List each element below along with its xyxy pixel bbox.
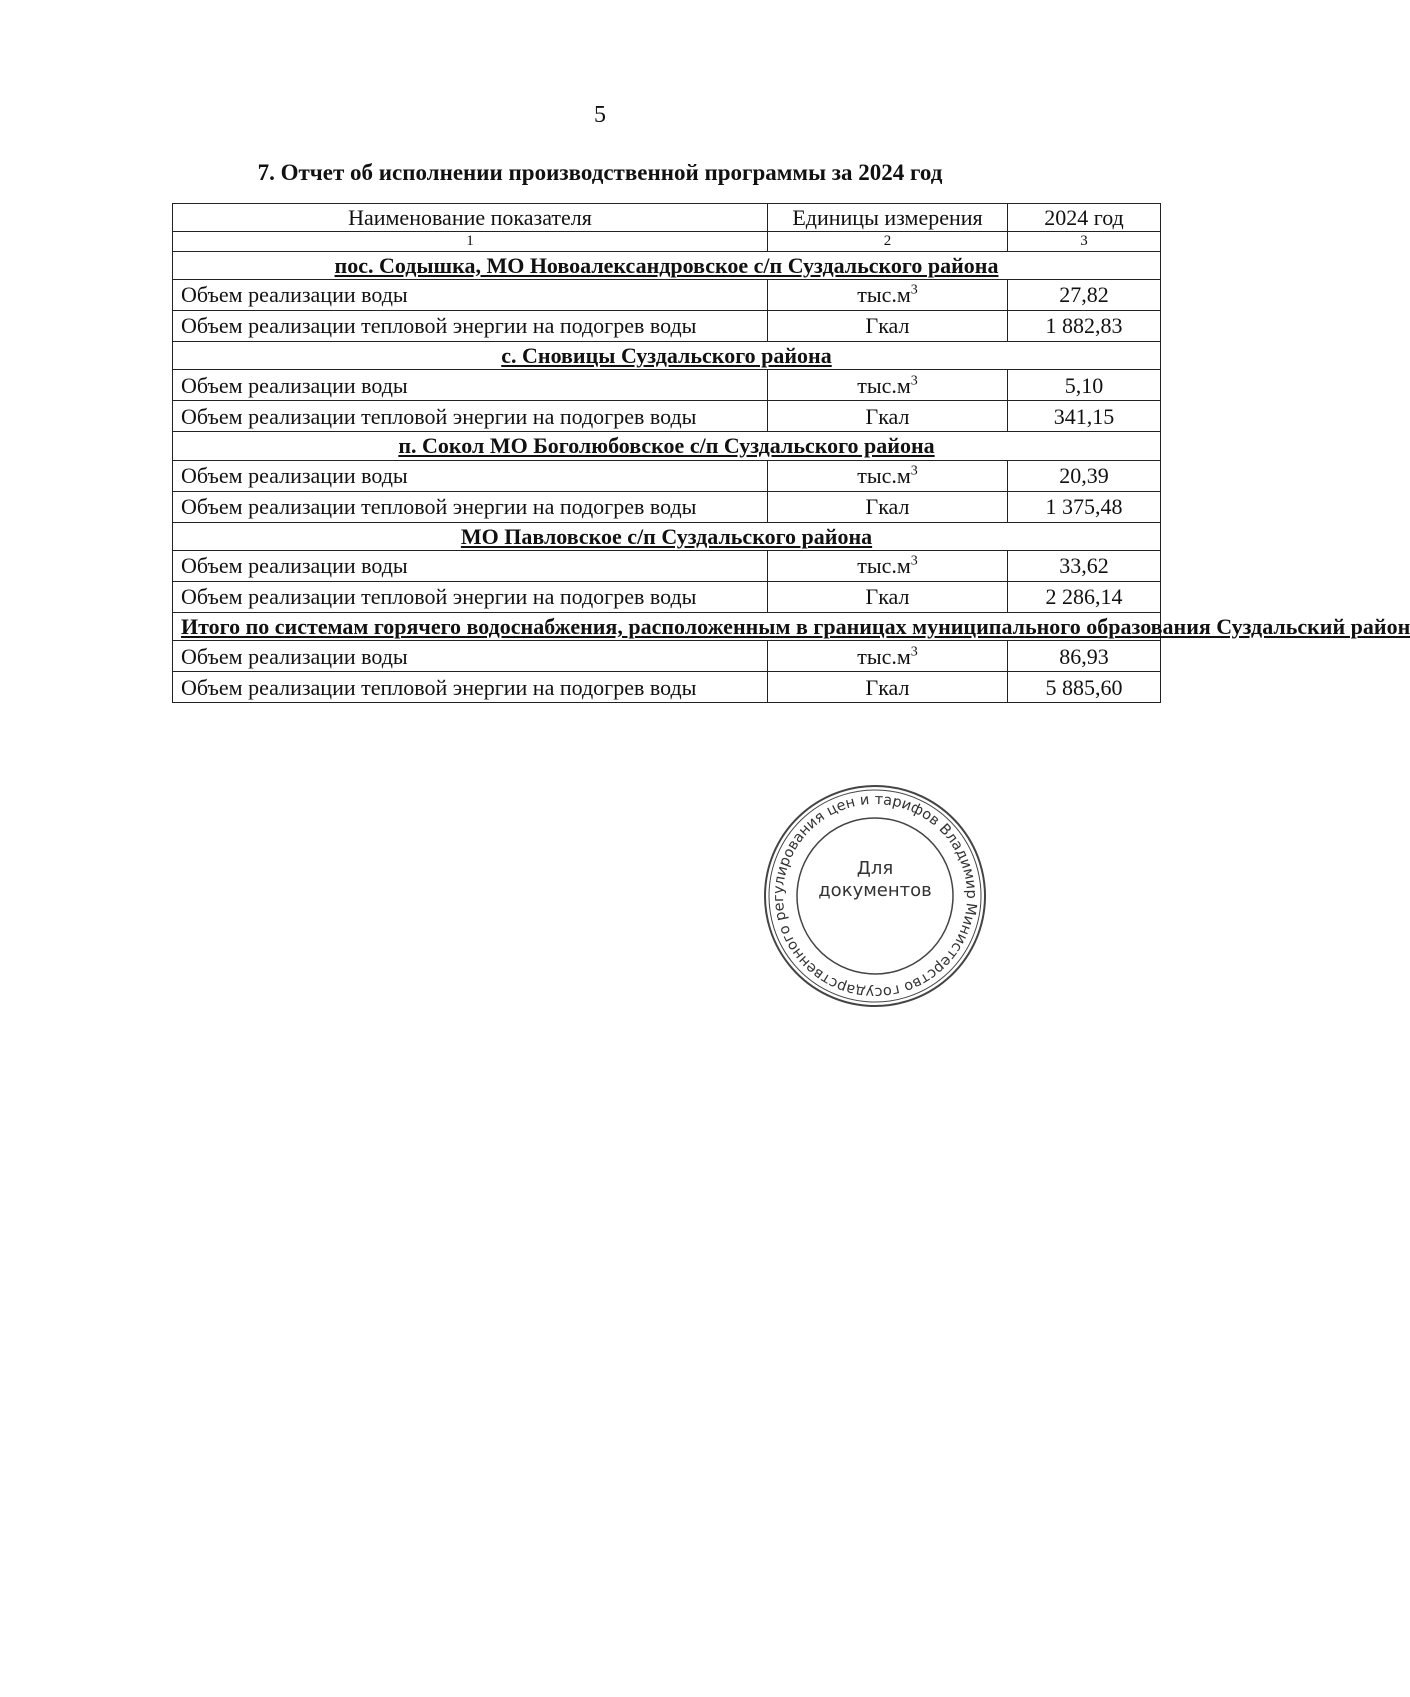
value-cell: 2 286,14 bbox=[1008, 581, 1161, 612]
seal-ring-text: Министерство государственного регулирования цен и тарифов Владимирской bbox=[770, 791, 980, 1001]
section-title: с. Сновицы Суздальского района bbox=[173, 342, 1161, 370]
unit-superscript: 3 bbox=[910, 463, 918, 479]
value-cell: 33,62 bbox=[1008, 550, 1161, 581]
value-cell: 5 885,60 bbox=[1008, 672, 1161, 703]
unit-cell bbox=[768, 581, 1008, 612]
section-title: МО Павловское с/п Суздальского района bbox=[173, 522, 1161, 550]
unit-text: тыс.м bbox=[857, 643, 911, 669]
indicator-name-cell: Объем реализации тепловой энергии на подогрев воды bbox=[173, 672, 768, 703]
seal-center-text bbox=[762, 858, 988, 901]
unit-text: Гкал bbox=[865, 313, 910, 339]
indicator-name-cell: Объем реализации воды bbox=[173, 550, 768, 581]
indicator-name-cell: Объем реализации тепловой энергии на подогрев воды bbox=[173, 581, 768, 612]
unit-cell bbox=[768, 311, 1008, 342]
value-cell: 5,10 bbox=[1008, 370, 1161, 401]
unit-text: Гкал bbox=[865, 584, 910, 610]
value-cell: 86,93 bbox=[1008, 641, 1161, 672]
unit-cell bbox=[768, 641, 1008, 672]
report-table bbox=[172, 203, 1410, 703]
table-row bbox=[173, 491, 1161, 522]
indicator-name-cell: Объем реализации воды bbox=[173, 460, 768, 491]
page-number: 5 bbox=[594, 102, 606, 128]
table-row bbox=[173, 311, 1161, 342]
section-header-row bbox=[173, 522, 1161, 550]
indicator-name-cell: Объем реализации воды bbox=[173, 280, 768, 311]
indicator-name-cell: Объем реализации тепловой энергии на подогрев воды bbox=[173, 311, 768, 342]
value-cell: 1 882,83 bbox=[1008, 311, 1161, 342]
unit-text: тыс.м bbox=[857, 463, 911, 489]
section-header-row bbox=[173, 251, 1161, 279]
seal-center-line-2: документов bbox=[818, 879, 932, 901]
table-row bbox=[173, 460, 1161, 491]
column-number-row bbox=[173, 232, 1161, 252]
unit-cell bbox=[768, 280, 1008, 311]
unit-cell bbox=[768, 460, 1008, 491]
section-header-row bbox=[173, 612, 1161, 640]
unit-superscript: 3 bbox=[910, 373, 918, 389]
column-number-cell: 2 bbox=[768, 232, 1008, 252]
unit-cell bbox=[768, 370, 1008, 401]
seal-center-line-1: Для bbox=[856, 858, 894, 879]
table-row bbox=[173, 550, 1161, 581]
value-cell: 1 375,48 bbox=[1008, 491, 1161, 522]
table-row bbox=[173, 401, 1161, 432]
indicator-name-cell: Объем реализации воды bbox=[173, 641, 768, 672]
value-cell: 27,82 bbox=[1008, 280, 1161, 311]
section-title: п. Сокол МО Боголюбовское с/п Суздальского района bbox=[173, 432, 1161, 460]
table-row bbox=[173, 280, 1161, 311]
column-number-cell: 1 bbox=[173, 232, 768, 252]
indicator-name-cell: Объем реализации тепловой энергии на подогрев воды bbox=[173, 491, 768, 522]
section-title: пос. Содышка, МО Новоалександровское с/п Суздальского района bbox=[173, 251, 1161, 279]
indicator-name-cell: Объем реализации тепловой энергии на подогрев воды bbox=[173, 401, 768, 432]
document-title: 7. Отчет об исполнении производственной программы за 2024 год bbox=[257, 160, 943, 185]
section-header-row bbox=[173, 342, 1161, 370]
table-row bbox=[173, 672, 1161, 703]
header-row bbox=[173, 204, 1161, 232]
unit-text: Гкал bbox=[865, 403, 910, 429]
value-cell: 341,15 bbox=[1008, 401, 1161, 432]
unit-cell bbox=[768, 672, 1008, 703]
header-cell-name: Наименование показателя bbox=[173, 204, 768, 232]
value-cell: 20,39 bbox=[1008, 460, 1161, 491]
header-cell-unit: Единицы измерения bbox=[768, 204, 1008, 232]
unit-superscript: 3 bbox=[910, 554, 918, 569]
unit-cell bbox=[768, 550, 1008, 581]
unit-text: Гкал bbox=[865, 494, 910, 520]
unit-superscript: 3 bbox=[910, 644, 918, 660]
unit-text: тыс.м bbox=[857, 372, 911, 398]
unit-text: тыс.м bbox=[857, 282, 911, 308]
section-header-row bbox=[173, 432, 1161, 460]
header-cell-year: 2024 год bbox=[1008, 204, 1161, 232]
indicator-name-cell: Объем реализации воды bbox=[173, 370, 768, 401]
table-row bbox=[173, 581, 1161, 612]
unit-text: Гкал bbox=[865, 674, 910, 700]
unit-text: тыс.м bbox=[857, 553, 911, 579]
section-title: Итого по системам горячего водоснабжения, расположенным в границах муниципального образования Суздальский район bbox=[173, 612, 1161, 640]
table-row bbox=[173, 641, 1161, 672]
unit-cell bbox=[768, 401, 1008, 432]
unit-superscript: 3 bbox=[910, 283, 918, 299]
column-number-cell: 3 bbox=[1008, 232, 1161, 252]
table-row bbox=[173, 370, 1161, 401]
unit-cell bbox=[768, 491, 1008, 522]
